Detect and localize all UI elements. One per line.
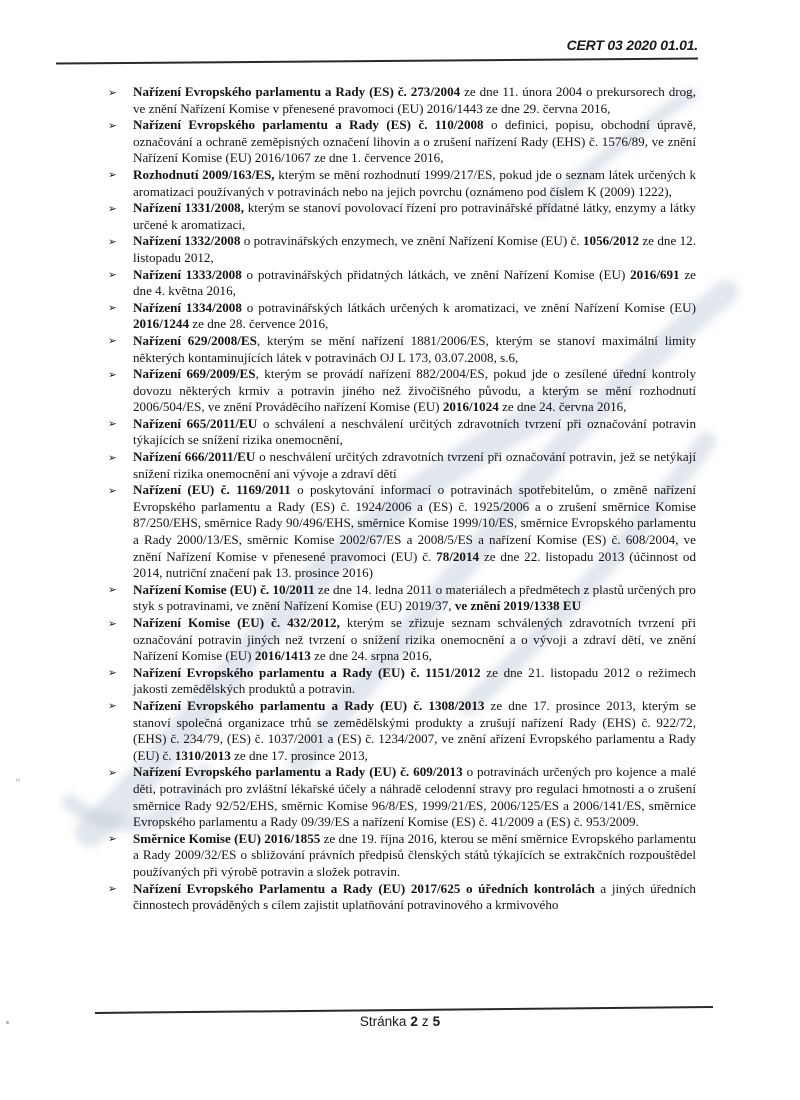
arrow-bullet-icon: ➢ <box>108 368 117 381</box>
document-code: CERT 03 2020 01.01. <box>566 37 698 53</box>
list-item-text: Nařízení 665/2011/EU o schválení a neschválení určitých zdravotních tvrzení při označování potravin týkajících se snížení rizika onemocnění, <box>133 415 696 448</box>
arrow-bullet-icon: ➢ <box>108 451 117 464</box>
list-item <box>108 482 697 582</box>
regulation-list <box>108 84 697 914</box>
list-item-text: Nařízení (EU) č. 1169/2011 o poskytování informací o potravinách spotřebitelům, o změně nařízení Evropského parlamentu a Rady (ES) č. 1924/2006 a (ES) č. 1925/2006 a o zrušení směrnice Komise 87/250/EHS, směrnice Rady 90/496/EHS, směrnice Komise 1999/10/ES, směrnice Evropského parlamentu a Rady 2000/13/ES, směrnic Komise 2002/67/ES a 2008/5/ES a nařízení Komise (ES) č. 608/2004, ve znění Nařízení Komise v přenesené pravomoci (EU) č. 78/2014 ze dne 22. listopadu 2013 (účinnost od 2014, nutriční značení pak 13. prosince 2016) <box>133 482 697 581</box>
footer-of-word: z <box>421 1014 429 1029</box>
arrow-bullet-icon: ➢ <box>108 418 117 431</box>
arrow-bullet-icon: ➢ <box>108 169 117 182</box>
footer-total-pages: 5 <box>432 1014 441 1029</box>
list-item-text: Nařízení Evropského parlamentu a Rady (ES) č. 273/2004 ze dne 11. února 2004 o prekursorech drog, ve znění Nařízení Komise v přenesené pravomoci (EU) 2016/1443 ze dne 29. června 2016, <box>133 84 696 116</box>
list-item-text: Nařízení 1334/2008 o potravinářských látkách určených k aromatizaci, ve znění Nařízení Komise (EU) 2016/1244 ze dne 28. července 2016, <box>133 299 696 332</box>
list-item <box>108 449 696 482</box>
list-item-text: Nařízení Komise (EU) č. 432/2012, kterým se zřizuje seznam schválených zdravotních tvrzení při označování potravin jiných než tvrzení o snížení rizika onemocnění a o vývoji a zdraví dětí, ve znění Nařízení Komise (EU) 2016/1413 ze dne 24. srpna 2016, <box>133 615 696 664</box>
arrow-bullet-icon: ➢ <box>108 883 117 895</box>
footer-current-page: 2 <box>410 1014 418 1029</box>
arrow-bullet-icon: ➢ <box>108 700 117 713</box>
arrow-bullet-icon: ➢ <box>108 86 117 99</box>
list-item-text: Nařízení 669/2009/ES, kterým se provádí nařízení 882/2004/ES, pokud jde o zesílené úřední kontroly dovozu některých krmiv a potravin jiného než živočišného původu, a kterým se mění rozhodnutí 2006/504/ES, ve znění Prováděcího nařízení Komise (EU) 2016/1024 ze dne 24. června 2016, <box>133 366 696 415</box>
arrow-bullet-icon: ➢ <box>108 833 117 846</box>
list-item-text: Směrnice Komise (EU) 2016/1855 ze dne 19. října 2016, kterou se mění směrnice Evropského parlamentu a Rady 2009/32/ES o sbližování právních předpisů členských států týkajících se extrakčních rozpouštědel používaných při výrobě potravin a složek potravin. <box>133 830 696 879</box>
arrow-bullet-icon: ➢ <box>108 202 117 215</box>
list-item <box>108 117 696 167</box>
list-item <box>108 200 696 233</box>
list-item <box>108 233 696 266</box>
list-item <box>108 664 696 698</box>
header-divider <box>56 57 698 64</box>
footer-page-label <box>0 1014 800 1029</box>
arrow-bullet-icon: ➢ <box>108 584 117 597</box>
list-item <box>108 830 696 881</box>
list-item <box>108 880 696 914</box>
arrow-bullet-icon: ➢ <box>108 617 117 630</box>
list-item <box>108 166 696 200</box>
list-item <box>108 615 696 665</box>
list-item-text: Nařízení Evropského parlamentu a Rady (EU) č. 1308/2013 ze dne 17. prosince 2013, kterým se stanoví společná organizace trhů se zemědělskými produkty a zrušují nařízení Rady (EHS) č. 922/72, (EHS) č. 234/79, (ES) č. 1037/2001 a (ES) č. 1234/2007, ve znění ařízení Evropského parlamentu a Rady (EU) č. 1310/2013 ze dne 17. prosince 2013, <box>133 697 696 763</box>
list-item-text: Nařízení 1331/2008, kterým se stanoví povolovací řízení pro potravinářské přídatné látky, enzymy a látky určené k aromatizaci, <box>133 200 696 232</box>
list-item <box>108 84 696 117</box>
arrow-bullet-icon: ➢ <box>108 119 117 132</box>
list-item-text: Nařízení Evropského parlamentu a Rady (EU) č. 609/2013 o potravinách určených pro kojence a malé děti, potravinách pro zvláštní lékařské účely a náhradě celodenní stravy pro regulaci hmotnosti a o zrušení směrnice Rady 92/52/EHS, směrnic Komise 96/8/ES, 1999/21/ES, 2006/125/ES a 2006/141/ES, směrnice Evropského parlamentu a Rady 09/39/ES a nařízení Komise (ES) č. 41/2009 a (ES) č. 953/2009. <box>133 764 696 830</box>
list-item <box>108 366 696 416</box>
footer-prefix: Stránka <box>359 1014 407 1029</box>
list-item <box>108 266 696 300</box>
list-item <box>108 299 696 333</box>
arrow-bullet-icon: ➢ <box>108 484 117 497</box>
arrow-bullet-icon: ➢ <box>108 766 117 779</box>
arrow-bullet-icon: ➢ <box>108 667 117 680</box>
list-item-text: Nařízení 666/2011/EU o neschválení určitých zdravotních tvrzení při označování potravin, jež se netýkají snížení rizika onemocnění ani vývoje a zdraví dětí <box>133 449 696 481</box>
arrow-bullet-icon: ➢ <box>108 335 117 348</box>
list-item-text: Nařízení Evropského parlamentu a Rady (ES) č. 110/2008 o definici, popisu, obchodní úpravě, označování a ochraně zeměpisných označení lihovin a o zrušení nařízení Rady (EHS) č. 1576/89, ve znění Nařízení Komise (EU) 2016/1067 ze dne 1. července 2016, <box>133 117 696 166</box>
arrow-bullet-icon: ➢ <box>108 269 117 282</box>
list-item-text: Nařízení Evropského parlamentu a Rady (EU) č. 1151/2012 ze dne 21. listopadu 2012 o režimech jakosti zemědělských produktů a potravin. <box>133 664 696 697</box>
arrow-bullet-icon: ➢ <box>108 302 117 315</box>
list-item <box>108 697 696 764</box>
list-item-text: Nařízení 1333/2008 o potravinářských přidatných látkách, ve znění Nařízení Komise (EU) 2016/691 ze dne 4. května 2016, <box>133 266 696 299</box>
list-item-text: Nařízení Komise (EU) č. 10/2011 ze dne 14. ledna 2011 o materiálech a předmětech z plastů určených pro styk s potravinami, ve znění Nařízení Komise (EU) 2019/37, ve znění 2019/1338 EU <box>133 581 696 614</box>
list-item <box>108 581 696 615</box>
list-item <box>108 332 697 366</box>
list-item-text: Nařízení 629/2008/ES, kterým se mění nařízení 1881/2006/ES, kterým se stanoví maximální limity některých kontaminujících látek v potravinách OJ L 173, 03.07.2008, s.6, <box>133 332 697 365</box>
list-item <box>108 764 696 830</box>
arrow-bullet-icon: ➢ <box>108 235 117 248</box>
footer-divider <box>95 1006 713 1014</box>
scan-artifact <box>6 1021 9 1024</box>
list-item-text: Nařízení 1332/2008 o potravinářských enzymech, ve znění Nařízení Komise (EU) č. 1056/2012 ze dne 12. listopadu 2012, <box>133 233 696 265</box>
scan-artifact: ᶳᶳ <box>14 776 22 786</box>
list-item-text: Rozhodnutí 2009/163/ES, kterým se mění rozhodnutí 1999/217/ES, pokud jde o seznam látek určených k aromatizaci používaných v potravinách nebo na jejich povrchu (oznámeno pod číslem K (2009) 1222), <box>133 166 696 199</box>
list-item-text: Nařízení Evropského Parlamentu a Rady (EU) 2017/625 o úředních kontrolách a jiných úředních činnostech prováděných s cílem zajistit uplatňování potravinového a krmivového <box>133 880 696 913</box>
list-item <box>108 415 696 449</box>
